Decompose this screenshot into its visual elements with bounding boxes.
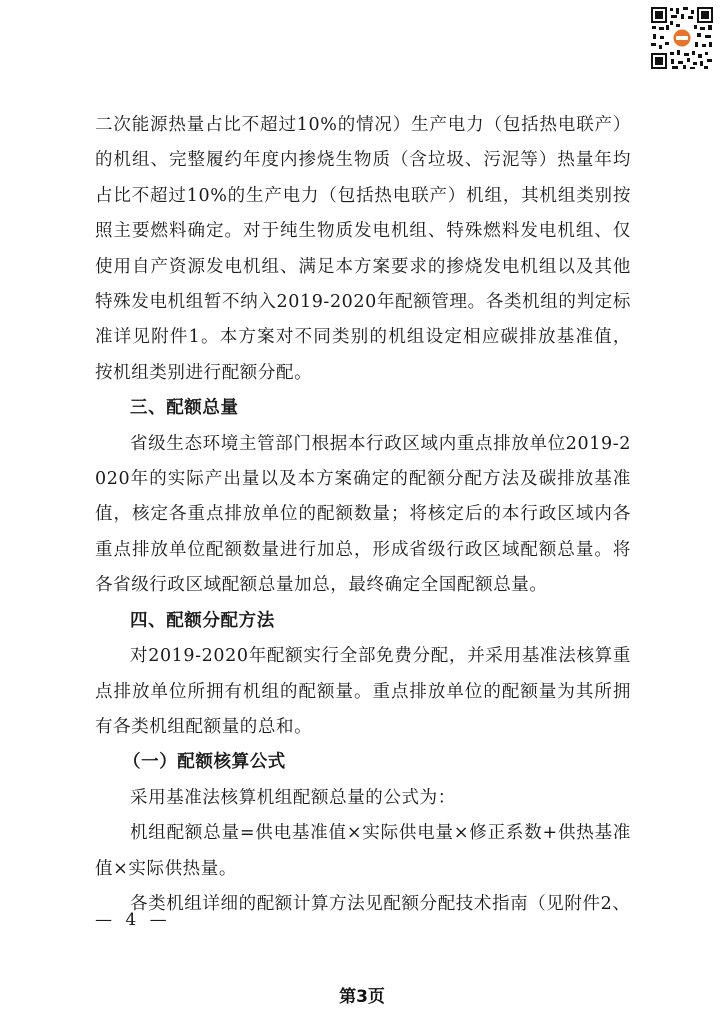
paragraph: 采用基准法核算机组配额总量的公式为： <box>130 787 456 808</box>
footer-page-label: 第3页 <box>339 987 385 1007</box>
paragraph: 省级生态环境主管部门根据本行政区域内重点排放单位2019-2020年的实际产出量以及本方案确定的配额分配方法及碳排放基准值，核定各重点排放单位的配额数量；将核定后的本行政区域内各重点排放单位配额数量进行加总，形成省级行政区域配额总量。将各省级行政区域配额总量加总，最终确定全国配额总量。 <box>95 433 631 596</box>
paragraph: 对2019-2020年配额实行全部免费分配，并采用基准法核算重点排放单位所拥有机组的配额量。重点排放单位的配额量为其所拥有各类机组配额量的总和。 <box>95 646 631 737</box>
paragraph: 机组配额总量=供电基准值×实际供电量×修正系数+供热基准值×实际供热量。 <box>95 823 631 879</box>
section-heading: 四、配额分配方法 <box>130 610 275 631</box>
section-heading: 三、配额总量 <box>130 398 239 419</box>
paragraph: 各类机组详细的配额计算方法见配额分配技术指南（见附件2、 <box>130 893 631 914</box>
paragraph: 二次能源热量占比不超过10%的情况）生产电力（包括热电联产）的机组、完整履约年度内掺烧生物质（含垃圾、污泥等）热量年均占比不超过10%的生产电力（包括热电联产）机组，其机组类别按照主要燃料确定。对于纯生物质发电机组、特殊燃料发电机组、仅使用自产资源发电机组、满足本方案要求的掺烧发电机组以及其他特殊发电机组暂不纳入2019-2020年配额管理。各类机组的判定标准详见附件1。本方案对不同类别的机组设定相应碳排放基准值，按机组类别进行配额分配。 <box>95 115 631 383</box>
subsection-heading: （一）配额核算公式 <box>123 752 286 773</box>
page-number: — 4 — <box>95 910 171 930</box>
body-text <box>95 108 631 922</box>
qr-code-icon <box>650 6 714 70</box>
